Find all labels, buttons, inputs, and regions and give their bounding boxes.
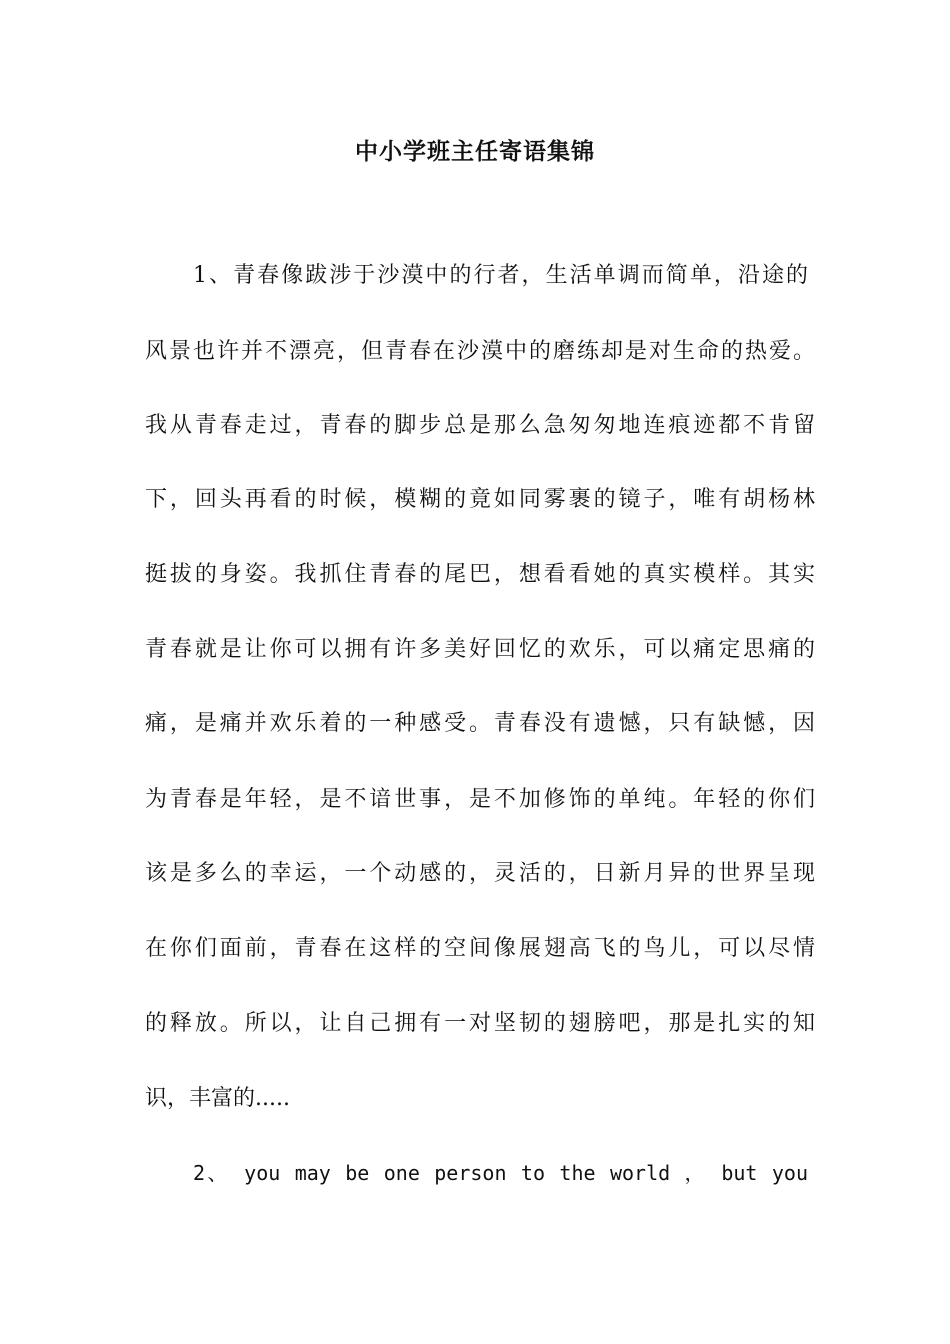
- paragraph-line: 为青春是年轻，是不谙世事，是不加修饰的单纯。年轻的你们: [145, 787, 815, 812]
- paragraph-line: 在你们面前，青春在这样的空间像展翅高飞的鸟儿，可以尽情: [145, 936, 815, 961]
- paragraph-line: 风景也许并不漂亮，但青春在沙漠中的磨练却是对生命的热爱。: [145, 339, 815, 364]
- paragraph-line: 青春就是让你可以拥有许多美好回忆的欢乐，可以痛定思痛的: [145, 637, 815, 662]
- paragraph-line: 2、 you may be one person to the world ， but you: [193, 1161, 808, 1185]
- paragraph-line: 的释放。所以，让自己拥有一对坚韧的翅膀吧，那是扎实的知: [145, 1011, 815, 1036]
- paragraph-line: 下，回头再看的时候，模糊的竟如同雾裹的镜子，唯有胡杨林: [145, 487, 815, 512]
- paragraph-line: 挺拔的身姿。我抓住青春的尾巴，想看看她的真实模样。其实: [145, 562, 815, 587]
- document-title: 中小学班主任寄语集锦: [355, 139, 595, 165]
- paragraph-line: 1、青春像跋涉于沙漠中的行者，生活单调而简单，沿途的: [193, 263, 808, 288]
- paragraph-line: 该是多么的幸运，一个动感的，灵活的，日新月异的世界呈现: [145, 861, 815, 886]
- paragraph-line: 痛，是痛并欢乐着的一种感受。青春没有遗憾，只有缺憾，因: [145, 711, 815, 736]
- paragraph-line: 我从青春走过，青春的脚步总是那么急匆匆地连痕迹都不肯留: [145, 413, 815, 438]
- paragraph-line: 识，丰富的.....: [145, 1086, 290, 1111]
